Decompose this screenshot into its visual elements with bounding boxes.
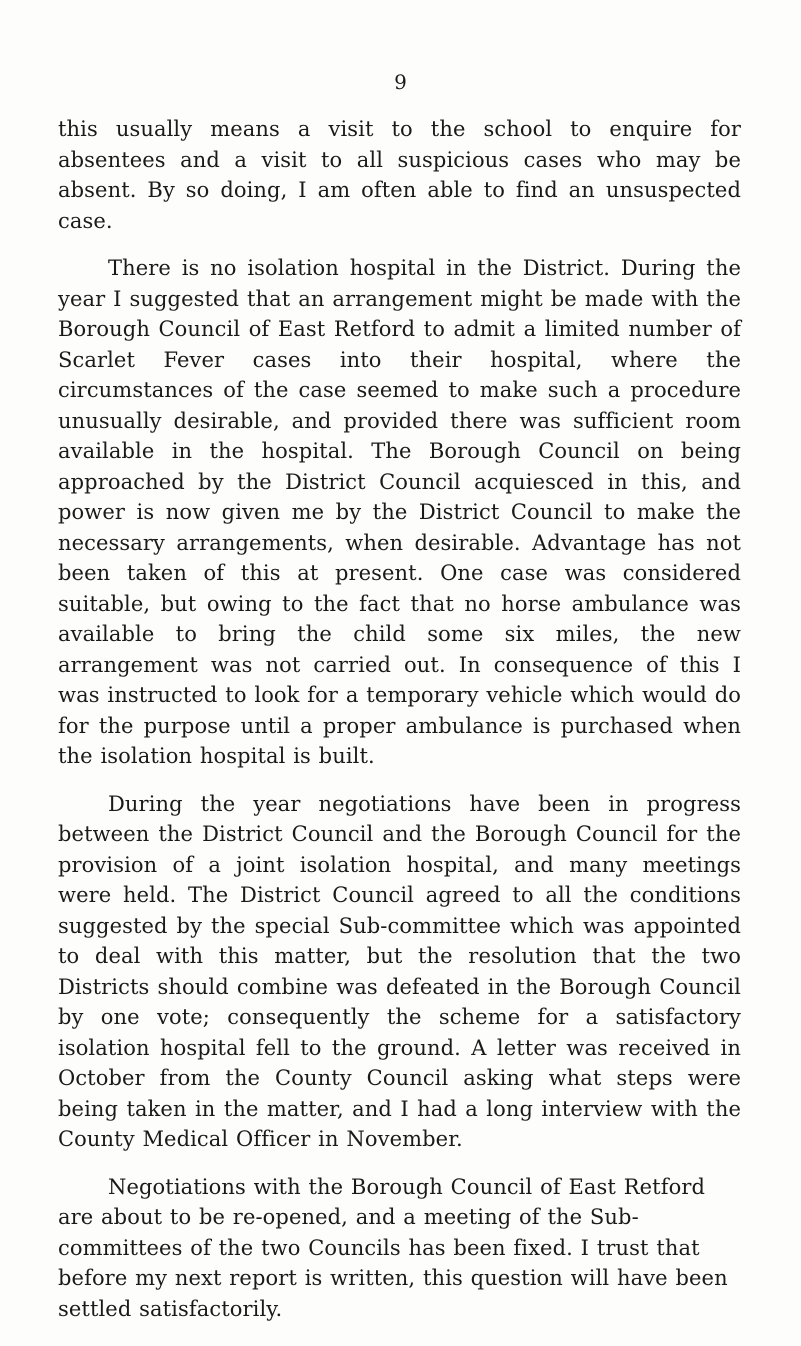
body-text <box>58 114 741 1341</box>
paragraph-isolation-hospital: There is no isolation hospital in the District. During the year I suggested that an arrangement might be made with the Borough Council of East Retford to admit a limited number of Scarlet Fever cases into their hospital, where the circumstances of the case seemed to make such a procedure unusually desirable, and provided there was sufficient room available in the hospital. The Borough Council on being approached by the District Council acquiesced in this, and power is now given me by the District Council to make the necessary arrangements, when desirable. Advantage has not been taken of this at present. One case was considered suitable, but owing to the fact that no horse ambulance was available to bring the child some six miles, the new arrangement was not carried out. In consequence of this I was instructed to look for a temporary vehicle which would do for the purpose until a proper ambulance is purchased when the isolation hospital is built. <box>58 256 741 768</box>
paragraph-reopened: Negotiations with the Borough Council of East Retford are about to be re-opened, and a meeting of the Sub-committees of the two Councils has been fixed. I trust that before my next report is written, this question will have been settled satisfactorily. <box>58 1174 728 1321</box>
paragraph-negotiations: During the year negotiations have been in progress between the District Council and the Borough Council for the provision of a joint isolation hospital, and many meetings were held. The District Council agreed to all the conditions suggested by the special Sub-committee which was appointed to deal with this matter, but the resolution that the two Districts should combine was defeated in the Borough Council by one vote; consequently the scheme for a satisfactory isolation hospital fell to the ground. A letter was received in October from the County Council asking what steps were being taken in the matter, and I had a long interview with the County Medical Officer in November. <box>58 791 741 1151</box>
page-number: 9 <box>394 70 407 94</box>
paragraph-continuation: this usually means a visit to the school to enquire for absentees and a visit to all suspicious cases who may be absent. By so doing, I am often able to find an unsuspected case. <box>58 117 741 233</box>
